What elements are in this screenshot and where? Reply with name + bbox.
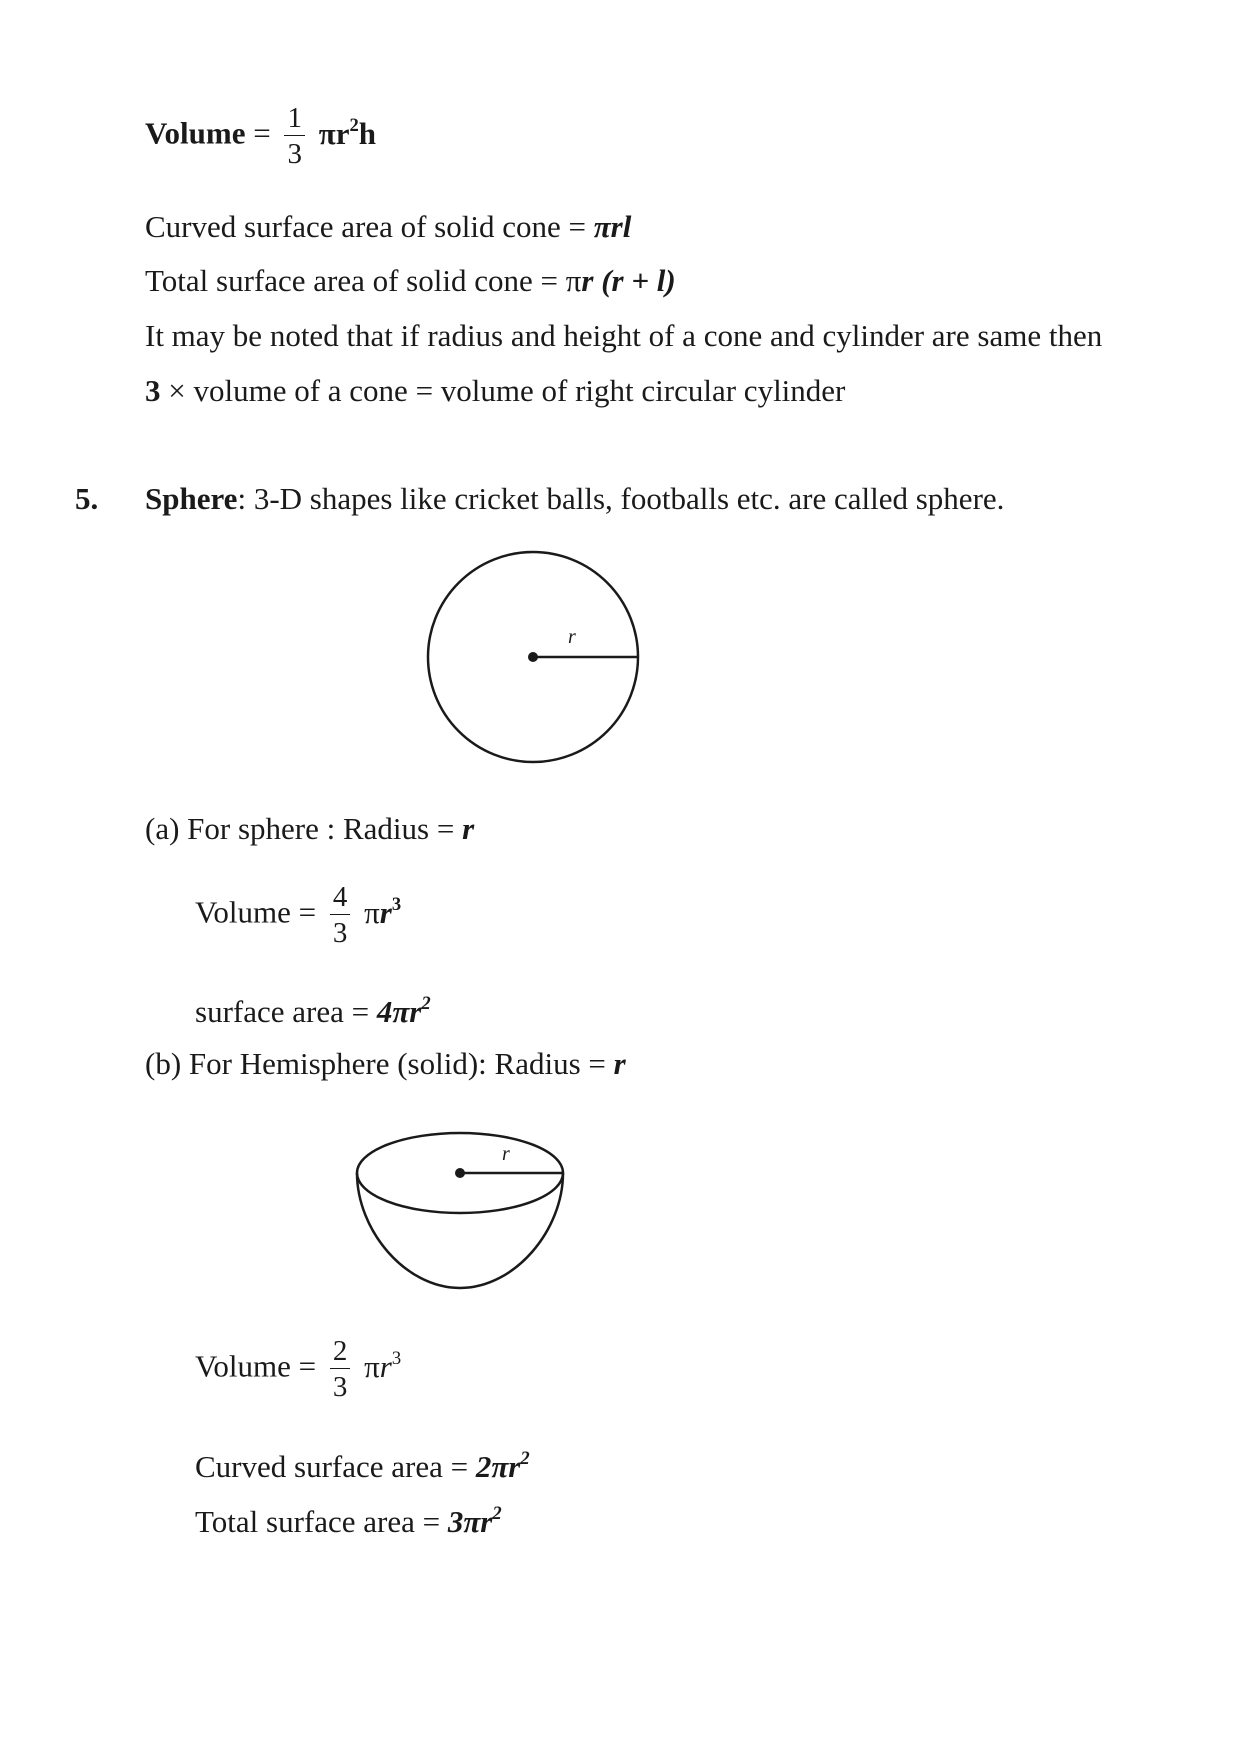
sphere-surface-area: surface area = $4\pi r^2$ <box>195 993 431 1030</box>
cone-cylinder-relation <box>145 375 845 406</box>
hemisphere-radius-statement: (b) For Hemisphere (solid): Radius = r <box>145 1046 626 1081</box>
cone-curved-label: Curved surface area of solid cone <box>145 209 561 244</box>
hemisphere-center-dot <box>455 1168 465 1178</box>
sphere-center-dot <box>528 652 538 662</box>
cone-total-label: Total surface area of solid cone <box>145 263 533 298</box>
hemisphere-diagram <box>350 1130 570 1295</box>
fraction-denominator: 3 <box>287 138 302 171</box>
hemisphere-curved-value: $2\pi r^2$ <box>475 1448 530 1485</box>
fraction-numerator: 4 <box>330 882 351 915</box>
hemisphere-volume-expression: $\pi r^3$ <box>364 1347 402 1384</box>
sphere-a-value: r <box>462 811 475 846</box>
equals-sign: = <box>253 115 271 151</box>
sphere-radius-label: r <box>568 626 576 648</box>
hemisphere-bowl <box>357 1173 563 1288</box>
sphere-definition <box>145 483 1004 514</box>
hemisphere-volume-fraction <box>330 1336 351 1403</box>
cone-volume-fraction <box>284 103 305 170</box>
sphere-diagram <box>420 550 650 765</box>
sphere-volume-fraction <box>330 882 351 949</box>
sphere-a-label: (a) For sphere : Radius <box>145 811 430 846</box>
hemisphere-radius-label: r <box>502 1143 510 1165</box>
sphere-volume-expression: $\pi r^3$ <box>364 893 402 930</box>
cone-volume-expression: $\pi r^2h$ <box>318 114 377 151</box>
hemisphere-b-label: (b) For Hemisphere (solid): Radius <box>145 1046 581 1081</box>
hemisphere-volume-label: Volume <box>195 1348 291 1384</box>
sphere-radius-statement: (a) For sphere : Radius = r <box>145 811 475 846</box>
section-number: 5. <box>75 481 99 516</box>
hemisphere-b-value: r <box>613 1046 626 1081</box>
section-5-heading <box>75 483 98 514</box>
hemisphere-curved-surface-area: Curved surface area = $2\pi r^2$ <box>195 1448 530 1485</box>
relation-multiplier: 3 <box>145 373 161 408</box>
cone-curved-value: πrl <box>593 209 632 244</box>
hemisphere-volume-formula: Volume = $\frac{2}{3}$ $\pi r^3$ <box>195 1335 402 1404</box>
hemisphere-total-label: Total surface area <box>195 1504 415 1540</box>
fraction-numerator: 1 <box>284 103 305 136</box>
cone-total-r: r <box>581 263 594 298</box>
sphere-surface-value: $4\pi r^2$ <box>376 993 431 1030</box>
fraction-denominator: 3 <box>332 917 348 950</box>
fraction-denominator: 3 <box>332 1371 348 1404</box>
relation-text: × volume of a cone = volume of right circular cylinder <box>168 373 846 408</box>
sphere-volume-label: Volume <box>195 894 291 930</box>
fraction-numerator: 2 <box>330 1336 351 1369</box>
hemisphere-curved-label: Curved surface area <box>195 1449 443 1485</box>
cone-total-pi: π <box>565 263 582 298</box>
cone-total-surface-area: Total surface area of solid cone = πr (r + l) <box>145 263 676 298</box>
hemisphere-total-surface-area: Total surface area = $3\pi r^2$ <box>195 1503 502 1540</box>
hemisphere-total-value: $3\pi r^2$ <box>447 1503 502 1540</box>
sphere-volume-formula: Volume = $\frac{4}{3}$ $\pi r^3$ <box>195 881 402 950</box>
cone-volume-formula <box>145 103 376 170</box>
cone-curved-surface-area: Curved surface area of solid cone = πrl <box>145 209 632 244</box>
sphere-surface-label: surface area <box>195 994 344 1030</box>
section-title: Sphere <box>145 481 238 516</box>
cone-cylinder-note: It may be noted that if radius and height of a cone and cylinder are same then <box>145 318 1103 353</box>
section-description: : 3-D shapes like cricket balls, footballs etc. are called sphere. <box>237 481 1005 516</box>
cone-volume-label: Volume <box>145 115 246 151</box>
cone-total-paren: (r + l) <box>601 263 676 298</box>
